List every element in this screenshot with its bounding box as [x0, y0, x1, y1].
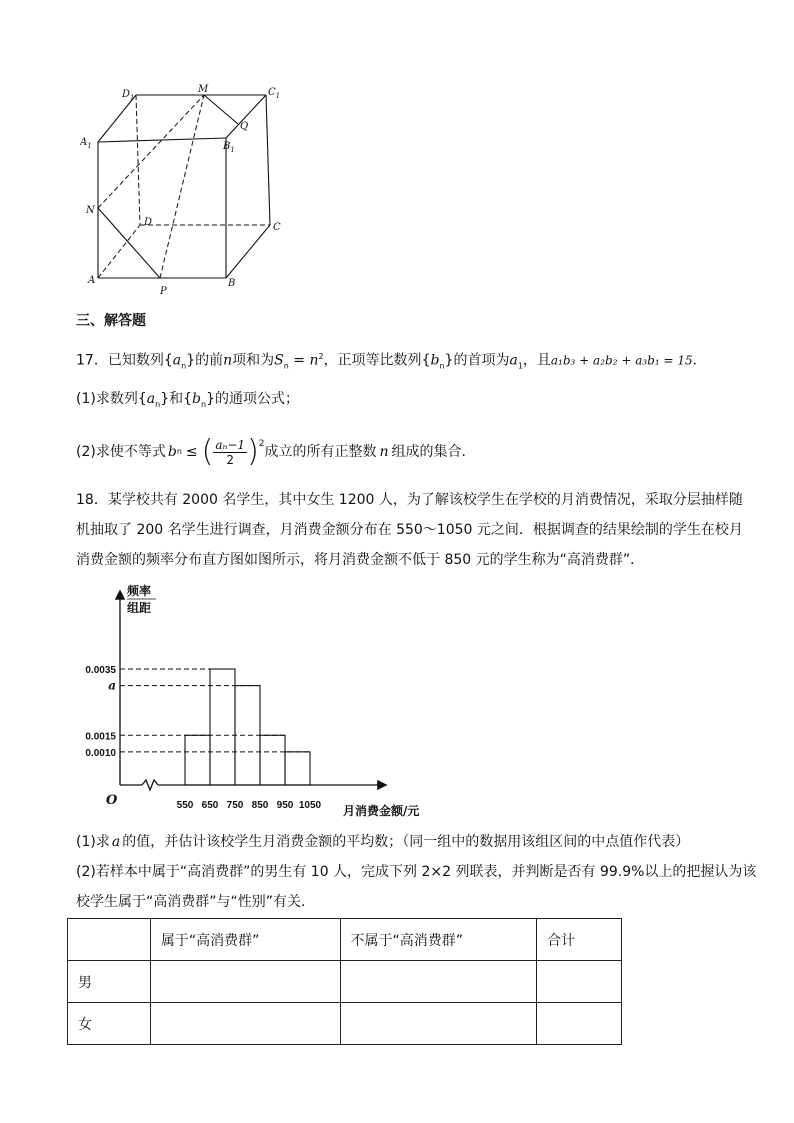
- label-C: C: [273, 222, 281, 233]
- table-row: [68, 1003, 622, 1045]
- y-tick-label: 0.0015: [85, 731, 116, 743]
- q18-part1: (1)求 a 的值，并估计该校学生月消费金额的平均数；（同一组中的数据用该组区间的中点值作代表）: [76, 834, 690, 850]
- table-cell[interactable]: [150, 961, 340, 1003]
- label-P: P: [160, 286, 167, 297]
- contingency-table: [67, 918, 622, 1045]
- q18-line1: 18．某学校共有 2000 名学生，其中女生 1200 人，为了解该校学生在学校的月消费情况，采取分层抽样随: [76, 492, 743, 508]
- y-tick-label: 0.0010: [85, 747, 116, 759]
- table-cell[interactable]: [340, 961, 537, 1003]
- x-tick-label: 550: [176, 800, 194, 811]
- section-title: 三、解答题: [76, 313, 146, 329]
- row-label-female: 女: [68, 1003, 151, 1045]
- y-tick-label: 0.0035: [85, 665, 116, 676]
- table-row: [68, 961, 622, 1003]
- table-header-cell: 合计: [537, 919, 622, 961]
- frequency-histogram: [80, 580, 460, 825]
- histogram-bar: [260, 735, 285, 785]
- q17-part1: (1)求数列$\{a_n\}$和$\{b_n\}$的通项公式；: [76, 391, 300, 409]
- label-C1: $C_1$: [268, 87, 281, 100]
- origin-label: O: [106, 793, 118, 808]
- histogram-bar: [185, 735, 210, 785]
- table-cell[interactable]: [150, 1003, 340, 1045]
- x-axis-title: 月消费金额/元: [343, 804, 420, 818]
- histogram-bar: [285, 752, 310, 785]
- table-cell[interactable]: [537, 961, 622, 1003]
- segment-M-Q: [204, 95, 238, 124]
- hidden-segment-P-M: [160, 95, 204, 278]
- table-header-cell: 不属于“高消费群”: [340, 919, 537, 961]
- label-Q: Q: [240, 121, 249, 132]
- hidden-edge-D1-D: [136, 95, 140, 225]
- hidden-segment-N-M: [98, 95, 204, 208]
- label-N: N: [86, 205, 95, 216]
- table-header-cell: 属于“高消费群”: [150, 919, 340, 961]
- label-M: M: [198, 84, 209, 95]
- q17-stem: 17．已知数列$\{a_n\}$的前n项和为$S_n = n^2$，正项等比数列$\{b_n\}$的首项为$a_1$，且a₁b₃ + a₂b₂ + a₃b₁ = 15．: [76, 352, 707, 371]
- y-axis-title-top: 频率: [127, 584, 152, 598]
- histogram-bar: [210, 669, 235, 785]
- table-header-row: [68, 919, 622, 961]
- cube-figure: [80, 80, 290, 305]
- x-tick-label: 850: [251, 800, 269, 811]
- table-header-cell: [68, 919, 151, 961]
- q18-line2: 机抽取了 200 名学生进行调查，月消费金额分布在 550～1050 元之间．根据调查的结果绘制的学生在校月: [76, 522, 743, 538]
- edge-A1-D1: [98, 95, 136, 142]
- q18-part2-line2: 校学生属于“高消费群”与“性别”有关．: [76, 894, 316, 910]
- label-D1: $D_1$: [122, 89, 135, 102]
- q18-part2-line1: (2)若样本中属于“高消费群”的男生有 10 人，完成下列 2×2 列联表，并判断是否有 99.9%以上的把握认为该: [76, 864, 757, 880]
- x-tick-label: 950: [276, 800, 294, 811]
- x-tick-label: 1050: [298, 800, 322, 811]
- label-D: D: [144, 217, 153, 228]
- q17-part2: (2)求使不等式 b n ≤ ( aₙ−1 2 ) $^2$ 成立的所有正整数 n 组成的集合．: [76, 434, 476, 469]
- edge-A1-B1: [98, 138, 226, 142]
- axis-break-icon: [142, 780, 158, 790]
- table-cell[interactable]: [340, 1003, 537, 1045]
- y-axis-title-bottom: 组距: [127, 601, 152, 615]
- edge-B-C: [226, 225, 270, 278]
- label-B1: $B_1$: [223, 141, 235, 154]
- label-B: B: [228, 278, 236, 289]
- x-tick-label: 650: [201, 800, 219, 811]
- edge-C1-C: [266, 95, 270, 225]
- label-A1: $A_1$: [80, 137, 92, 150]
- table-cell[interactable]: [537, 1003, 622, 1045]
- q18-line3: 消费金额的频率分布直方图如图所示，将月消费金额不低于 850 元的学生称为“高消费群”．: [76, 552, 645, 568]
- y-tick-label: a: [108, 678, 116, 693]
- label-A: A: [88, 275, 96, 286]
- x-tick-label: 750: [226, 800, 244, 811]
- hidden-edge-A-D: [98, 225, 140, 278]
- row-label-male: 男: [68, 961, 151, 1003]
